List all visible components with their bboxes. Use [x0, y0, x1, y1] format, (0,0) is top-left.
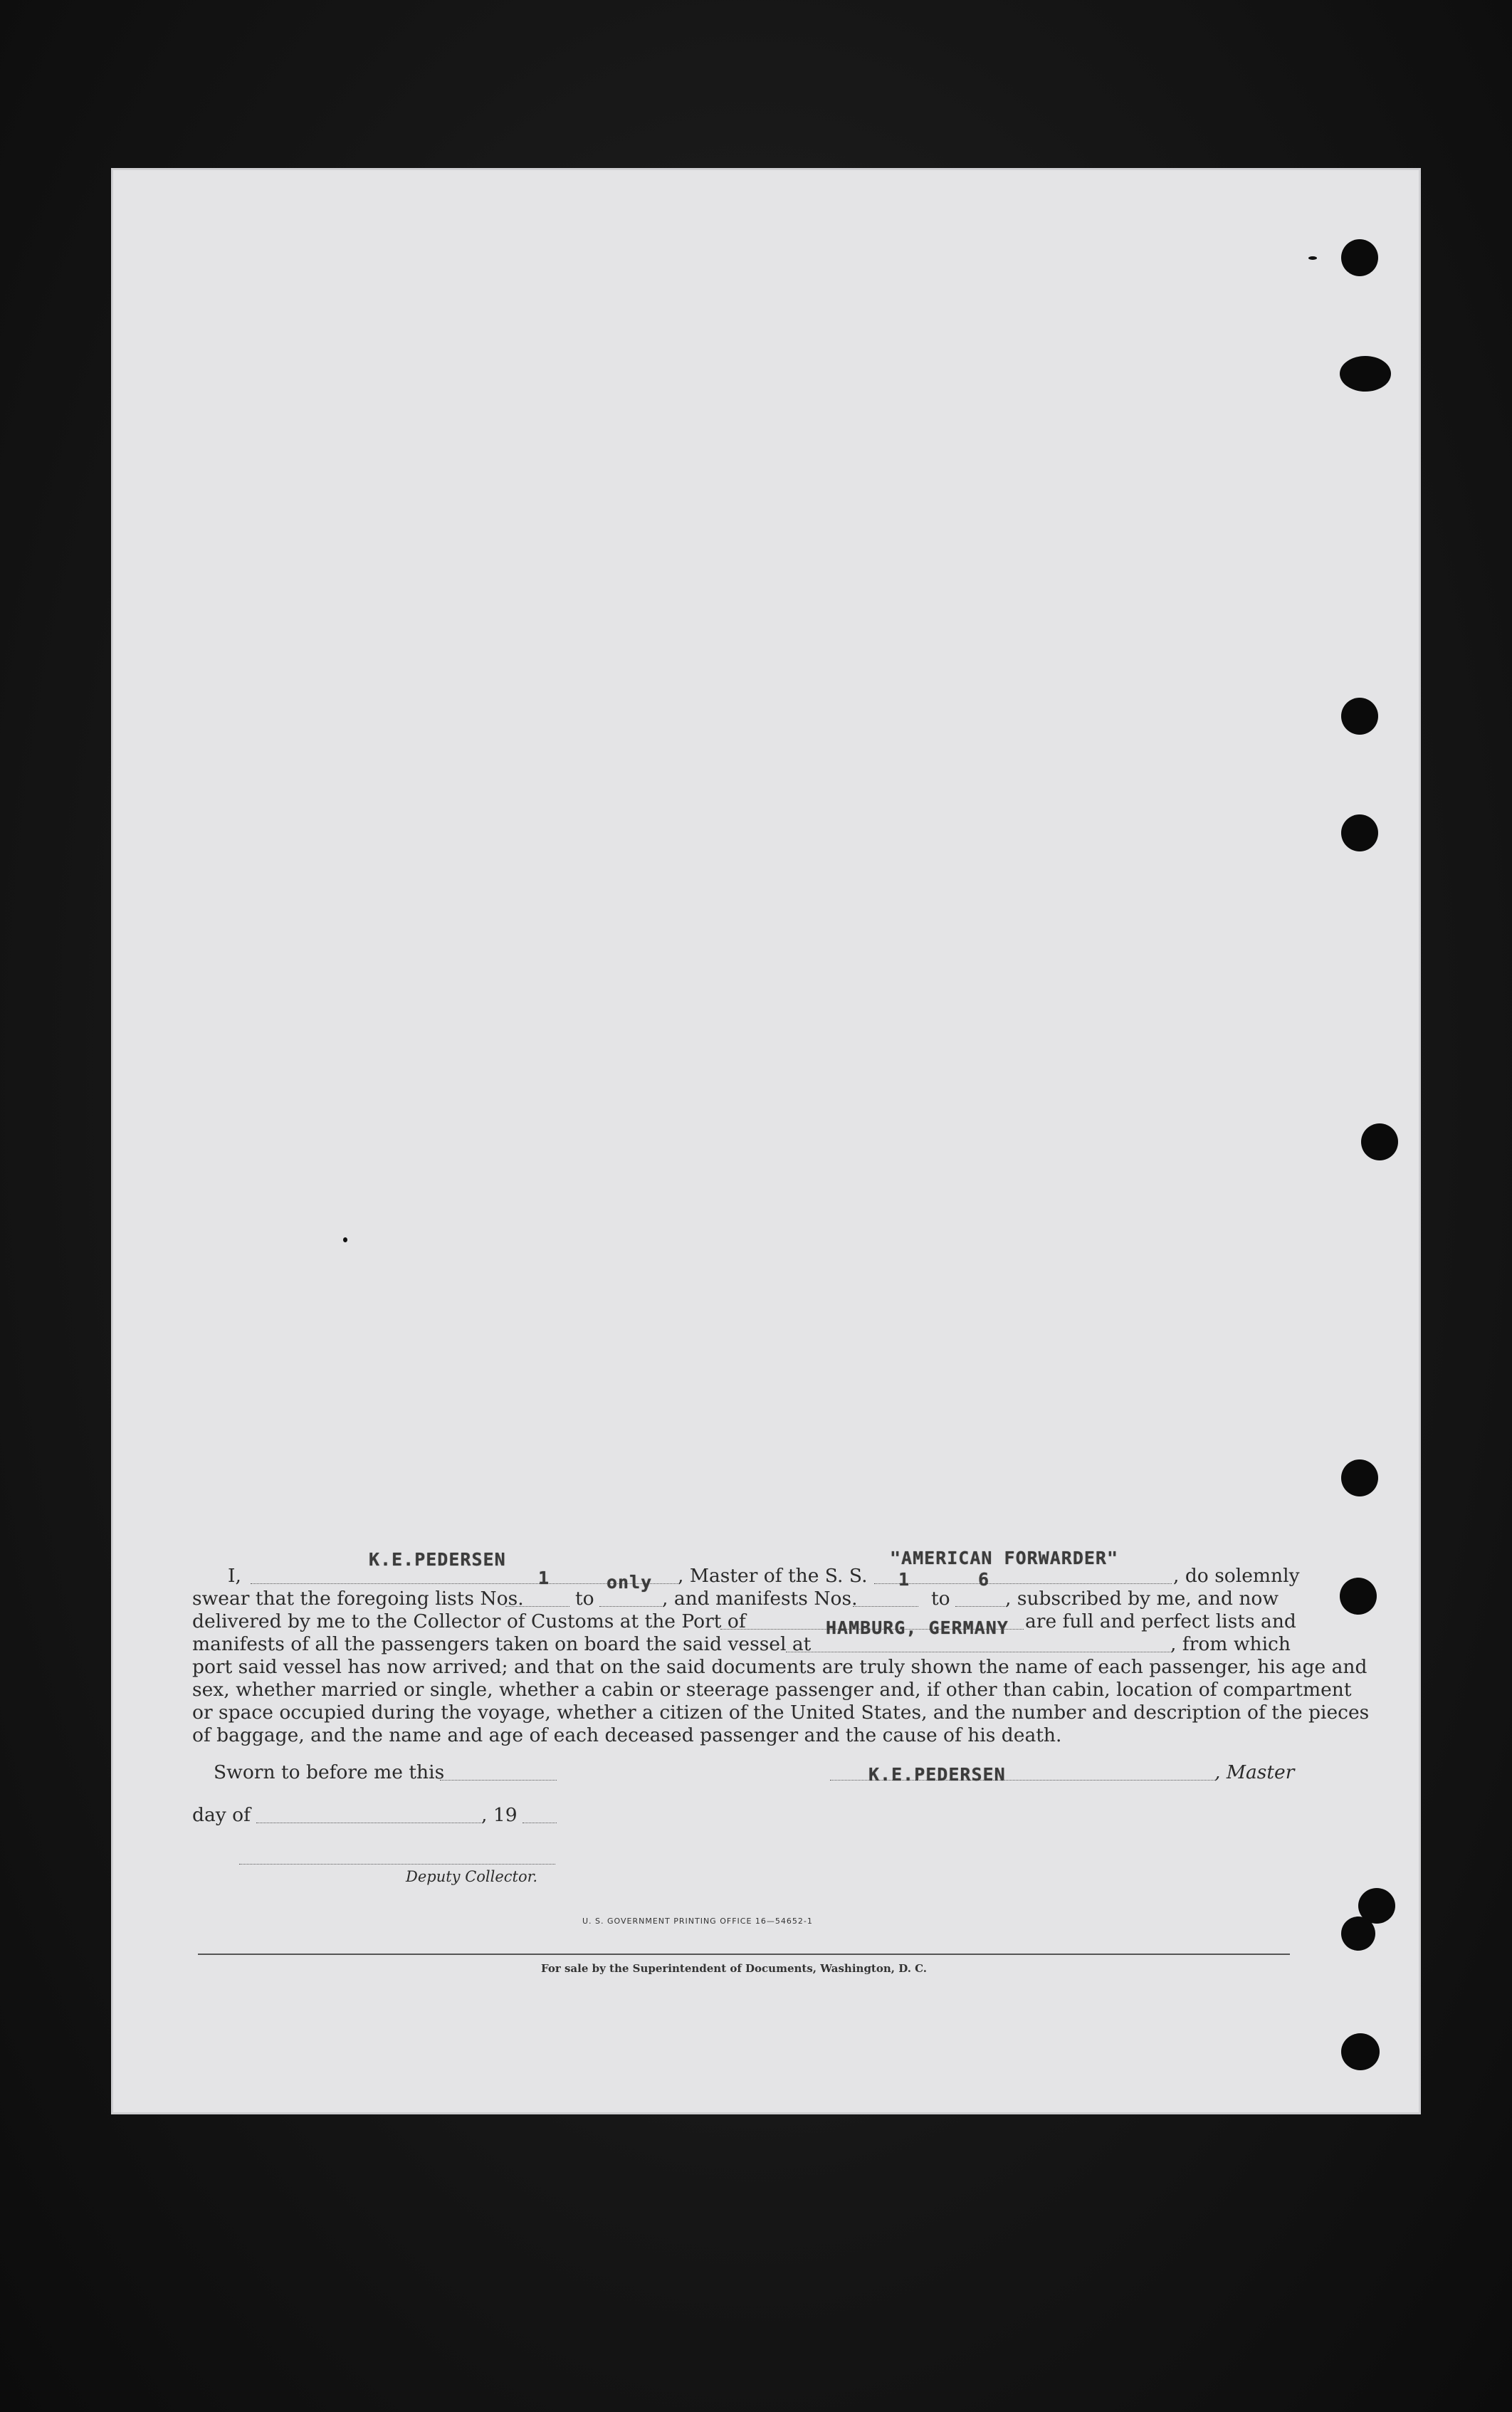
typed-signature: K.E.PEDERSEN — [868, 1764, 1006, 1785]
from-which-label: , from which — [1170, 1633, 1291, 1655]
oath-i-label: I, — [228, 1565, 241, 1587]
delivered-label: delivered by me to the Collector of Customs at the Port of — [192, 1610, 746, 1632]
oath-line-6: sex, whether married or single, whether a cabin or steerage passenger and, if other than cabin, location of compartment — [192, 1679, 1352, 1701]
footer-text: For sale by the Superintendent of Documents, Washington, D. C. — [541, 1962, 928, 1975]
lists-to-blank — [599, 1606, 662, 1607]
punch-hole — [1341, 698, 1378, 735]
subscribed-label: , subscribed by me, and now — [1005, 1588, 1279, 1610]
punch-hole — [1361, 1123, 1398, 1160]
punch-hole — [1341, 1459, 1378, 1496]
manifests-to-blank — [955, 1606, 1005, 1607]
day-of-label: day of — [192, 1804, 251, 1826]
footer-rule — [198, 1954, 1290, 1955]
typed-vessel-name: "AMERICAN FORWARDER" — [890, 1548, 1119, 1568]
typed-lists-from: 1 — [538, 1568, 550, 1588]
sworn-day-blank — [440, 1780, 557, 1781]
typed-lists-only: only — [607, 1572, 653, 1593]
vessel-blank — [874, 1583, 1172, 1584]
to-label-1: to — [575, 1588, 594, 1610]
to-label-2: to — [931, 1588, 950, 1610]
manifests-from-blank — [853, 1606, 918, 1607]
punch-hole — [1341, 1917, 1375, 1951]
punch-hole — [1341, 239, 1378, 276]
typed-port: HAMBURG, GERMANY — [826, 1617, 1009, 1638]
and-manifests-label: , and manifests Nos. — [662, 1588, 858, 1610]
oath-line-8: of baggage, and the name and age of each deceased passenger and the cause of his death. — [192, 1724, 1062, 1746]
dust-speck — [343, 1237, 347, 1242]
typed-manifests-to: 6 — [978, 1569, 990, 1590]
typed-manifests-from: 1 — [898, 1569, 910, 1590]
typed-master-name: K.E.PEDERSEN — [369, 1549, 506, 1570]
year-prefix-label: , 19 — [481, 1804, 518, 1826]
master-label: , Master — [1214, 1761, 1295, 1783]
gpo-imprint: U. S. GOVERNMENT PRINTING OFFICE 16—54652-1 — [582, 1917, 813, 1926]
deputy-signature-blank — [239, 1864, 555, 1865]
sworn-label: Sworn to before me this — [214, 1761, 445, 1783]
deputy-collector-label: Deputy Collector. — [406, 1868, 538, 1885]
punch-hole — [1340, 356, 1391, 392]
punch-hole — [1341, 814, 1378, 851]
manifests-of-label: manifests of all the passengers taken on board the said vessel at — [192, 1633, 812, 1655]
master-of-label: , Master of the S. S. — [678, 1565, 868, 1587]
punch-hole — [1341, 2033, 1380, 2070]
do-solemnly-label: , do solemnly — [1173, 1565, 1300, 1587]
dust-speck — [1308, 256, 1317, 260]
punch-hole — [1340, 1578, 1377, 1615]
oath-line-7: or space occupied during the voyage, whether a citizen of the United States, and the number and description of the pieces — [192, 1701, 1370, 1724]
swear-lists-label: swear that the foregoing lists Nos. — [192, 1588, 524, 1610]
oath-line-5: port said vessel has now arrived; and that on the said documents are truly shown the name of each passenger, his age and — [192, 1656, 1367, 1678]
lists-from-blank — [505, 1606, 569, 1607]
are-full-label: are full and perfect lists and — [1025, 1610, 1296, 1632]
